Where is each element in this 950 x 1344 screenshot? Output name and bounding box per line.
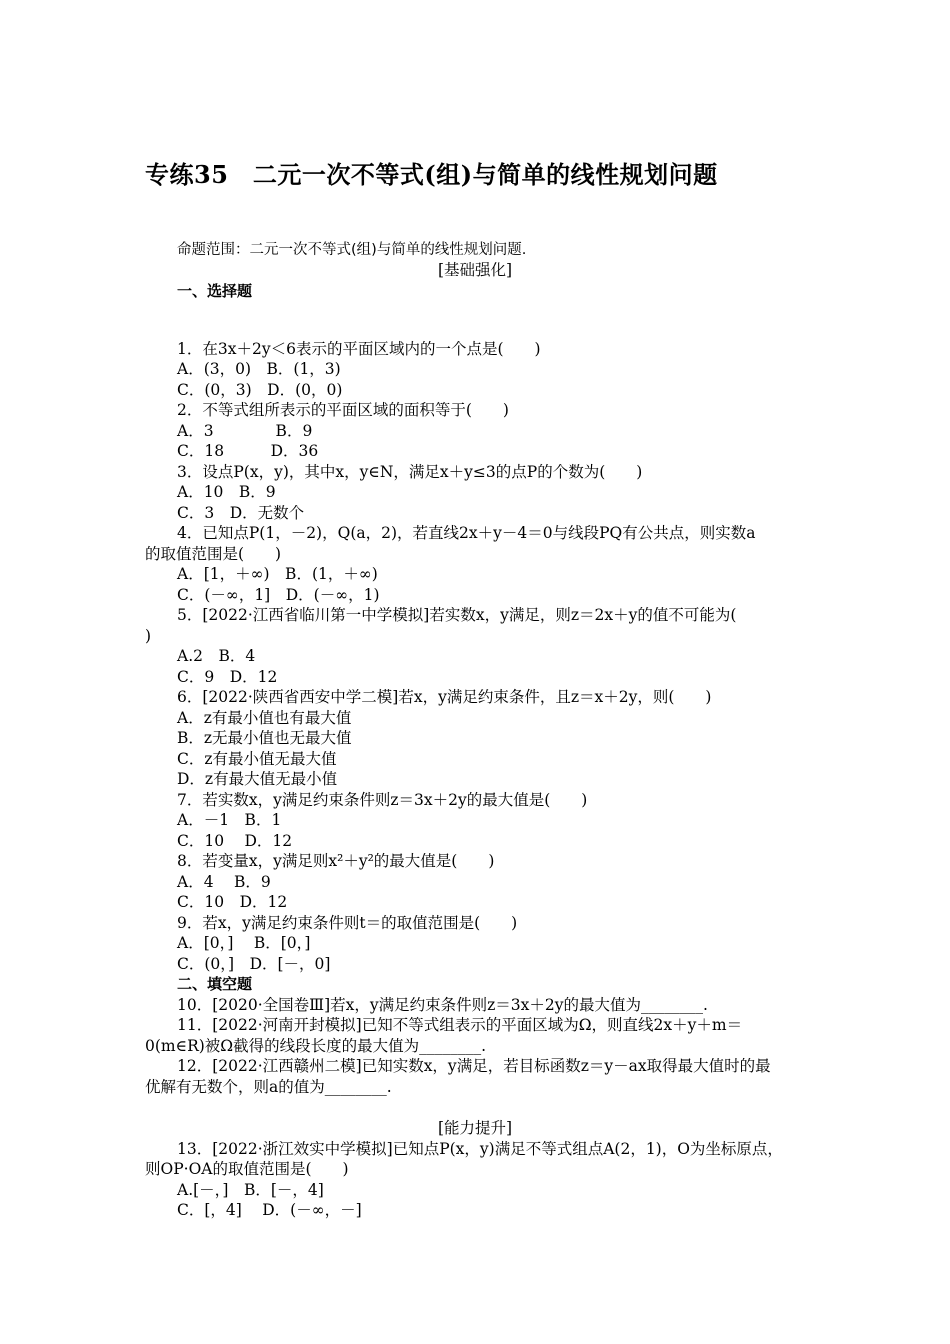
question-2: 2．不等式组所表示的平面区域的面积等于( ) <box>177 401 509 419</box>
question-5-line-2: ) <box>145 627 152 645</box>
question-4-options-cd: C．(－∞，1] D．(－∞，1) <box>177 586 380 604</box>
question-1-options-ab: A．(3，0) B．(1，3) <box>177 360 341 378</box>
question-9-options-cd: C．(0，] D．[－，0] <box>177 955 331 973</box>
question-8-options-ab: A．4 B．9 <box>177 873 271 891</box>
question-7-options-cd: C．10 D．12 <box>177 832 293 850</box>
question-3-options-ab: A．10 B．9 <box>177 483 276 501</box>
question-8-options-cd: C．10 D．12 <box>177 893 288 911</box>
question-11-line-2: 0(m∈R)被Ω截得的线段长度的最大值为________. <box>145 1037 487 1055</box>
question-7: 7．若实数x，y满足约束条件则z＝3x＋2y的最大值是( ) <box>177 791 588 809</box>
question-4-line-1: 4．已知点P(1，－2)，Q(a，2)，若直线2x＋y－4＝0与线段PQ有公共点，则实数a <box>177 524 756 542</box>
question-12-line-2: 优解有无数个，则a的值为________. <box>145 1078 392 1096</box>
question-5-options-cd: C．9 D．12 <box>177 668 278 686</box>
question-13-line-2: 则OP·OA的取值范围是( ) <box>145 1160 349 1178</box>
question-13-options-ab: A.[－，] B．[－，4] <box>177 1181 324 1199</box>
section-advanced-heading: [能力提升] <box>437 1119 513 1137</box>
question-2-options-ab: A．3 B．9 <box>177 422 313 440</box>
topic-scope: 命题范围：二元一次不等式(组)与简单的线性规划问题. <box>177 242 527 258</box>
question-9-options-ab: A．[0，] B．[0，] <box>177 934 311 952</box>
question-3: 3．设点P(x，y)，其中x，y∈N，满足x＋y≤3的点P的个数为( ) <box>177 463 643 481</box>
part-fill-in-heading: 二、填空题 <box>177 975 253 993</box>
question-6-option-c: C．z有最小值无最大值 <box>177 750 337 768</box>
question-9: 9．若x，y满足约束条件则t＝的取值范围是( ) <box>177 914 518 932</box>
question-13-options-cd: C．[，4] D．(－∞，－] <box>177 1201 362 1219</box>
question-5-options-ab: A.2 B．4 <box>177 647 256 665</box>
question-2-options-cd: C．18 D．36 <box>177 442 319 460</box>
question-7-options-ab: A．－1 B．1 <box>177 811 282 829</box>
question-12-line-1: 12．[2022·江西赣州二模]已知实数x，y满足，若目标函数z＝y－ax取得最大值时的最 <box>177 1057 771 1075</box>
question-4-options-ab: A．[1，＋∞) B．(1，＋∞) <box>177 565 378 583</box>
question-3-options-cd: C．3 D．无数个 <box>177 504 305 522</box>
question-1-options-cd: C．(0，3) D．(0，0) <box>177 381 343 399</box>
question-5-line-1: 5．[2022·江西省临川第一中学模拟]若实数x，y满足，则z＝2x＋y的值不可能为( <box>177 606 737 624</box>
section-basic-heading: [基础强化] <box>437 261 513 279</box>
question-6: 6．[2022·陕西省西安中学二模]若x，y满足约束条件，且z＝x＋2y，则( ) <box>177 688 712 706</box>
part-multiple-choice-heading: 一、选择题 <box>177 282 253 300</box>
page-title: 专练35 二元一次不等式(组)与简单的线性规划问题 <box>145 160 718 189</box>
question-10: 10．[2020·全国卷Ⅲ]若x，y满足约束条件则z＝3x＋2y的最大值为________. <box>177 996 708 1014</box>
question-6-option-b: B．z无最小值也无最大值 <box>177 729 352 747</box>
question-6-option-d: D．z有最大值无最小值 <box>177 770 338 788</box>
question-8: 8．若变量x，y满足则x²＋y²的最大值是( ) <box>177 852 495 870</box>
question-11-line-1: 11．[2022·河南开封模拟]已知不等式组表示的平面区域为Ω，则直线2x＋y＋m＝ <box>177 1016 743 1034</box>
question-13-line-1: 13．[2022·浙江效实中学模拟]已知点P(x，y)满足不等式组点A(2，1)，O为坐标原点， <box>177 1140 783 1158</box>
question-6-option-a: A．z有最小值也有最大值 <box>177 709 352 727</box>
question-4-line-2: 的取值范围是( ) <box>145 545 282 563</box>
question-1: 1．在3x＋2y＜6表示的平面区域内的一个点是( ) <box>177 340 541 358</box>
